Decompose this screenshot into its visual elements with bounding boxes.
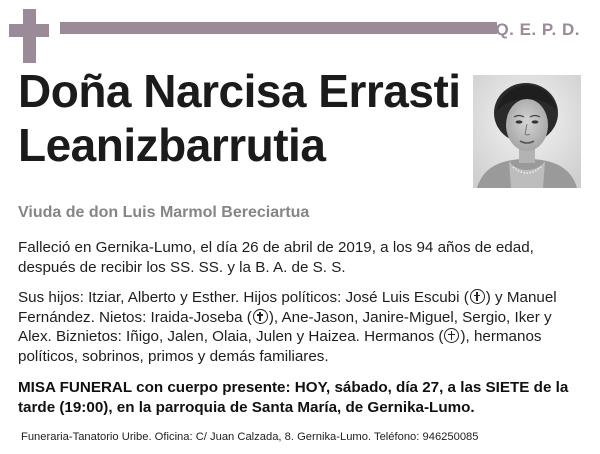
name-line-1: Doña Narcisa Errasti — [18, 65, 461, 117]
cross-icon — [9, 9, 49, 63]
family-text-3: ), Ane-Jason, Janire-Miguel, Sergio, Iker y Alex. Biznietos: Iñigo, Jalen, Olaia, Julen y Haizea. Hermanos ( — [18, 308, 552, 345]
funeral-home-info: Funeraria-Tanatorio Uribe. Oficina: C/ Juan Calzada, 8. Gernika-Lumo. Teléfono: 946250085 — [21, 431, 479, 443]
deceased-subtitle: Viuda de don Luis Marmol Bereciartua — [18, 204, 310, 221]
family-text-2: ) y Manuel Fernández. Nietos: Iraida-Joseba ( — [18, 289, 557, 326]
death-announcement: Falleció en Gernika-Lumo, el día 26 de abril de 2019, a los 94 años de edad, después de recibir los SS. SS. y la B. A. de S. S. — [18, 239, 534, 276]
qepd-label: Q. E. P. D. — [495, 20, 580, 39]
deceased-marker-icon — [253, 309, 268, 324]
deceased-photo — [473, 75, 581, 188]
funeral-mass-info: MISA FUNERAL con cuerpo presente: HOY, sábado, día 27, a las SIETE de la tarde (19:00), en la parroquia de Santa María, de Gernika-Lumo. — [18, 379, 569, 416]
family-text-1: Sus hijos: Itziar, Alberto y Esther. Hijos políticos: José Luis Escubi ( — [18, 289, 469, 306]
family-list — [18, 288, 584, 366]
deceased-name — [18, 64, 468, 172]
deceased-marker-icon — [444, 328, 459, 343]
family-text-4: ), hermanos políticos, sobrinos, primos y demás familiares. — [18, 328, 542, 365]
name-line-2: Leanizbarrutia — [18, 119, 326, 171]
deceased-marker-icon — [470, 289, 485, 304]
portrait-image — [473, 75, 581, 188]
header-rule — [60, 22, 497, 34]
